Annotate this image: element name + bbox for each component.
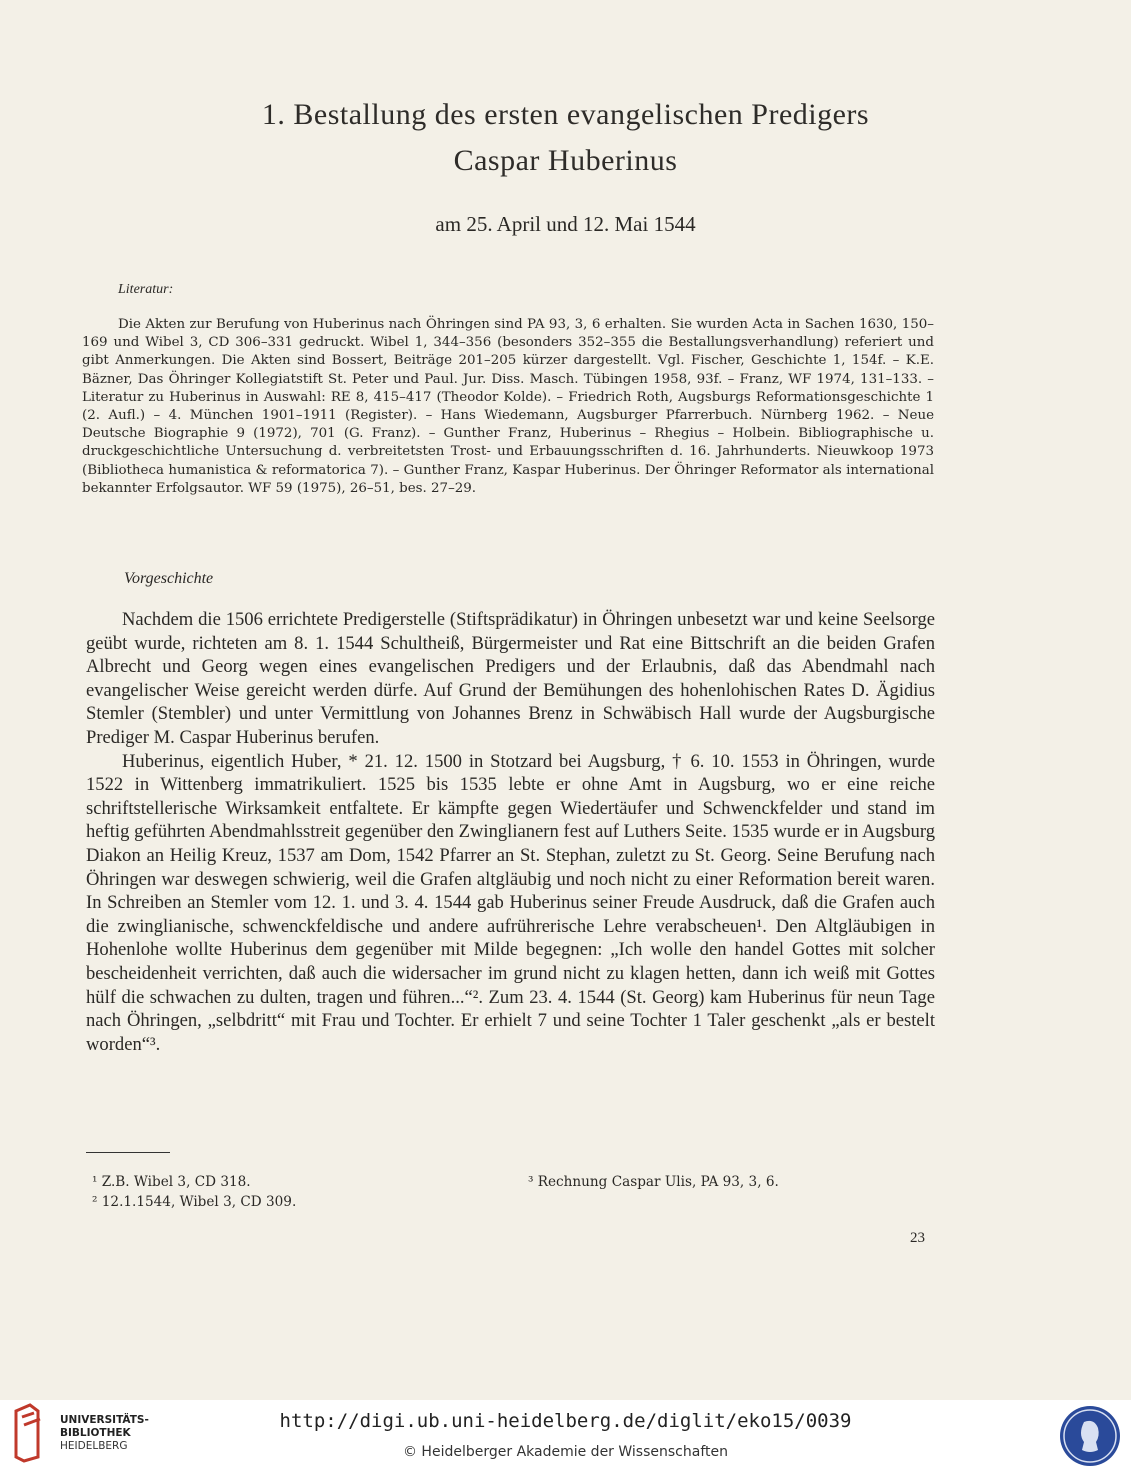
- literature-heading: Literatur:: [118, 282, 174, 297]
- library-name-3: HEIDELBERG: [60, 1440, 128, 1452]
- permalink-url[interactable]: http://digi.ub.uni-heidelberg.de/diglit/eko15/0039: [279, 1410, 852, 1432]
- paragraph-2: Huberinus, eigentlich Huber, * 21. 12. 1500 in Stotzard bei Augsburg, † 6. 10. 1553 in Öhringen, wurde 1522 in Wittenberg immatrikuliert. 1525 bis 1535 lebte er ohne Amt in Augsburg, wo er eine reiche schriftstellerische Wirksamkeit entfaltete. Er kämpfte gegen Wiedertäufer und Schwenckfelder und stand im heftig geführten Abendmahlsstreit gegenüber den Zwinglianern fest auf Luthers Seite. 1535 wurde er in Augsburg Diakon an Heilig Kreuz, 1537 am Dom, 1542 Pfarrer an St. Stephan, zuletzt zu St. Georg. Seine Berufung nach Öhringen war deswegen schwierig, weil die Grafen altgläubig und noch nicht zu einer Reformation bereit waren. In Schreiben an Stemler vom 12. 1. und 3. 4. 1544 gab Huberinus seiner Freude Ausdruck, daß die Grafen auch die zwinglianische, schwenckfeldische und andere aufrührerische Lehre verabscheuen¹. Den Altgläubigen in Hohenlohe wollte Huberinus dem gegenüber mit Milde begegnen: „Ich wolle den handel Gottes mit solcher bescheidenheit verrichten, daß auch die widersacher im grund nicht zu klagen hetten, dann ich weiß mit Gottes hülf die schwachen zu dulten, tragen und führen...“². Zum 23. 4. 1544 (St. Georg) kam Huberinus für neun Tage nach Öhringen, „selbdritt“ mit Frau und Tochter. Er erhielt 7 und seine Tochter 1 Taler geschenkt „als er bestelt worden“³.: [86, 750, 935, 1055]
- literature-block: [82, 316, 934, 498]
- footnote-1: ¹ Z.B. Wibel 3, CD 318.: [92, 1174, 251, 1190]
- section-heading: Vorgeschichte: [124, 570, 214, 587]
- title-line-1: 1. Bestallung des ersten evangelischen Predigers: [261, 98, 870, 131]
- footnote-3: ³ Rechnung Caspar Ulis, PA 93, 3, 6.: [528, 1174, 779, 1190]
- copyright-text: © Heidelberger Akademie der Wissenschaften: [402, 1444, 728, 1460]
- date-line: am 25. April und 12. Mai 1544: [435, 212, 696, 236]
- academy-seal-icon: [1058, 1404, 1122, 1468]
- footnote-2: ² 12.1.1544, Wibel 3, CD 309.: [92, 1194, 297, 1210]
- body-text: [86, 608, 935, 1056]
- paragraph-1: Nachdem die 1506 errichtete Predigerstelle (Stiftsprädikatur) in Öhringen unbesetzt war und keine Seelsorge geübt wurde, richteten am 8. 1. 1544 Schultheiß, Bürgermeister und Rat eine Bittschrift an die beiden Grafen Albrecht und Georg wegen eines evangelischen Predigers und der Erlaubnis, daß das Abendmahl nach evangelischer Weise gereicht werden dürfe. Auf Grund der Bemühungen des hohenlohischen Rates D. Ägidius Stemler (Stembler) und unter Vermittlung von Johannes Brenz in Schwäbisch Hall wurde der Augsburgische Prediger M. Caspar Huberinus berufen.: [86, 609, 935, 748]
- title-line-2: Caspar Huberinus: [453, 144, 678, 177]
- library-name-2: BIBLIOTHEK: [60, 1427, 131, 1439]
- page-number: 23: [910, 1230, 925, 1246]
- literature-text: Die Akten zur Berufung von Huberinus nach Öhringen sind PA 93, 3, 6 erhalten. Sie wurden Acta in Sachen 1630, 150–169 und Wibel 3, CD 306–331 gedruckt. Wibel 1, 344–356 (besonders 352–355 die Bestallungsverhandlung) referiert und gibt Anmerkungen. Die Akten sind Bossert, Beiträge 201–205 kürzer dargestellt. Vgl. Fischer, Geschichte 1, 154f. – K.E. Bäzner, Das Öhringer Kollegiatstift St. Peter und Paul. Jur. Diss. Masch. Tübingen 1958, 93f. – Franz, WF 1974, 131–133. – Literatur zu Huberinus in Auswahl: RE 8, 415–417 (Theodor Kolde). – Friedrich Roth, Augsburgs Reformationsgeschichte 1 (2. Aufl.) – 4. München 1901–1911 (Register). – Hans Wiedemann, Augsburger Pfarrerbuch. Nürnberg 1962. – Neue Deutsche Biographie 9 (1972), 701 (G. Franz). – Gunther Franz, Huberinus – Rhegius – Holbein. Bibliographische u. druckgeschichtliche Untersuchung d. verbreitetsten Trost- und Erbauungsschriften d. 16. Jahrhunderts. Nieuwkoop 1973 (Bibliotheca humanistica & reformatorica 7). – Gunther Franz, Kaspar Huberinus. Der Öhringer Reformator als international bekannter Erfolgsautor. WF 59 (1975), 26–51, bes. 27–29.: [82, 317, 934, 496]
- footnote-rule: [86, 1152, 170, 1153]
- library-name-1: UNIVERSITÄTS-: [60, 1414, 149, 1426]
